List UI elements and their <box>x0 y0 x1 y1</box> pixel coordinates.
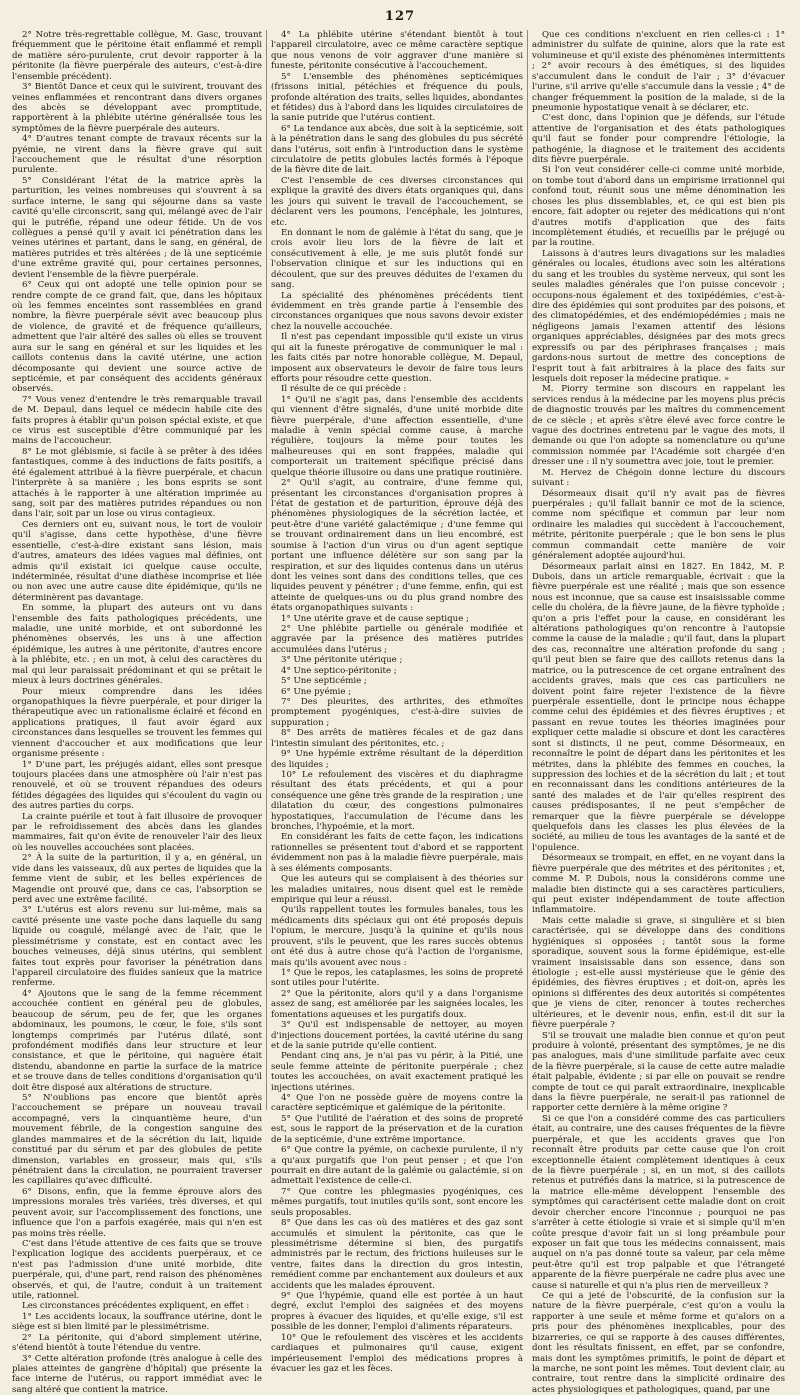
paragraph: 2° La péritonite, qui d'abord simplement utérine, s'étend bientôt à toute l'étendue du ventre. <box>12 1332 262 1354</box>
paragraph: Il n'est pas cependant impossible qu'il existe un virus qui ait la funeste prérogative de communiquer le mal : les faits cités par notre honorable collègue, M. Depaul, imposent aux observateurs le devoir de faire tous leurs efforts pour résoudre cette question. <box>271 332 523 384</box>
paragraph: 7° Que contre les phlegmasies pyogéniques, ces mêmes purgatifs, tout inutiles qu'ils sont, sont encore les seuls proposables. <box>271 1186 523 1218</box>
paragraph: Les circonstances précédentes expliquent, en effet : <box>22 1301 250 1312</box>
paragraph: La crainte puérile et tout à fait illusoire de provoquer par le refroidissement des abcès dans les glandes mammaires, fait qu'on évite de renouveler l'air des lieux où les nouvelles accouchées sont placées. <box>12 811 262 853</box>
paragraph: Désormeaux parlait ainsi en 1827. En 1842, M. P. Dubois, dans un article remarquable, écrivait : que la fièvre puerpérale est une réalité ; mais que son essence nous est inconnue, que sa cause est insaisissable comme celle du choléra, de la fièvre jaune, de la fièvre typhoïde ; qu'on a pris l'effet pour la cause, en considérant les altérations pathologiques qu'on rencontre à l'autopsie comme la cause de la maladie ; qu'il faut, dans la plupart des cas, reconnaître une altération profonde du sang ; qu'il peut bien se faire que des caillots retenus dans la matrice, ou la putrescence de cet organe entraînent des accidents graves, mais que ces cas particuliers ne doivent point faire rejeter l'existence de la fièvre puerpérale essentielle, dont le principe nous échappe comme celui des épidémies et des fièvres éruptives ; et passant en revue toutes les théories imaginées pour expliquer cette maladie si obscure et dont les caractères sont si distincts, il ne peut, comme Désormeaux, en reconnaître le point de départ dans les péritonites et les métrites, dans la phlébite des femmes en couches, la suppression des lochies et de la sécrétion du lait ; et tout en reconnaissant dans les conditions antérieures de la santé des malades et de l'air qu'elles respirent des causes prédisposantes, il ne peut s'empêcher de remarquer que la fièvre puerpérale se développe quelquefois dans les classes les plus élevées de la société, au milieu de tous les avantages de la santé et de l'opulence. <box>532 561 785 853</box>
paragraph: 3° Une péritonite utérique ; <box>281 655 403 666</box>
paragraph: Que ces conditions n'excluent en rien celles-ci : 1° administrer du sulfate de quinine, alors que la rate est volumineuse et qu'il existe des phénomènes intermittents ; 2° avoir recours à des émétiques, si des liquides s'accumulent dans le conduit de l'air ; 3° d'évacuer l'urine, s'il arrive qu'elle s'accumule dans la vessie ; 4° de changer fréquemment la position de la malade, si de la pneumonie hypostatique venait à se déclarer, etc. <box>532 30 785 113</box>
paragraph: Désormeaux se trompait, en effet, en ne voyant dans la fièvre puerpérale que des métrites et des péritonites ; et, comme M. P. Dubois, nous la considérons comme une maladie bien distincte qui a ses caractères particuliers, qui peut exister indépendamment de toute affection inflammatoire. <box>532 853 785 916</box>
paragraph: 5° Considérant l'état de la matrice après la parturition, les veines nombreuses qui s'ouvrent à sa surface interne, le sang qui séjourne dans sa vaste cavité qu'elle circonscrit, sang qui, mélangé avec de l'air qui le putréfie, répand une odeur fétide. Un de vos collègues a pensé qu'il y avait ici pénétration dans les veines utérines et partant, dans le sang, en général, de matières putrides et très altérées ; de là une septicémie d'une extrême gravité qui, pour certaines personnes, devient l'ensemble de la fièvre puerpérale. <box>12 175 262 280</box>
paragraph: 4° La phlébite utérine s'étendant bientôt à tout l'appareil circulatoire, avec ce même caractère septique que nous venons de voir aggraver d'une manière si funeste, péritonite consécutive à l'accouchement. <box>271 30 523 72</box>
paragraph: 5° L'ensemble des phénomènes septicémiques (frissons initial, pétéchies et fréquence du pouls, profonde altération des traits, selles liquides, abondantes et fétides) dus à l'abord dans les liquides circulatoires de la sanie putride que l'utérus contient. <box>271 71 523 124</box>
paragraph: Laissons à d'autres leurs divagations sur les maladies générales ou locales, étudions avec soin les altérations du sang et les troubles du système nerveux, qui sont les seules maladies générales que l'on puisse concevoir ; occupons-nous également et des toxipédémies, c'est-à-dire des épidémies qui sont produites par des poisons, et des climatopédémies, et des endémiopédémies ; mais ne négligeons jamais l'examen attentif des lésions organiques appréciables, désignées par des mots grecs expressifs ou par des périphrases françaises ; mais gardons-nous surtout de mettre des conceptions de l'esprit tout à fait arbitraires à la place des faits sur lesquels doit reposer la médecine pratique. » <box>532 248 785 384</box>
paragraph: 2° Notre très-regrettable collègue, M. Gasc, trouvant fréquemment que le péritoine était enflammé et rempli de matière séro-purulente, crut devoir rapporter à la péritonite (la fièvre puerpérale des auteurs, c'est-à-dire l'ensemble précédent). <box>12 30 262 82</box>
paragraph: 3° Bientôt Dance et ceux qui le suivirent, trouvant des veines enflammées et rencontrant dans divers organes des abcès se développant avec promptitude, rapportèrent à la phlébite utérine généralisée tous les symptômes de la fièvre puerpérale des auteurs. <box>12 82 262 134</box>
paragraph: 4° Ajoutons que le sang de la femme récemment accouchée contient en général peu de globules, beaucoup de sérum, peu de fer, que les organes abdominaux, les poumons, le cœur, le foie, s'ils sont longtemps comprimés par l'utérus dilaté, sont profondément modifiés dans leur structure et leur consistance, et que le péritoine, qui naguère était distendu, abandonne en partie la surface de la matrice et se trouve dans de telles conditions d'organisation qu'il doit être disposé aux altérations de structure. <box>12 988 262 1093</box>
paragraph: C'est donc, dans l'opinion que je défends, sur l'étude attentive de l'organisation et des états pathologiques qu'il faut se fonder pour comprendre l'étiologie, la pathogénie, la diagnose et le traitement des accidents dits fièvre puerpérale. <box>532 113 785 166</box>
paragraph: Si ce que l'on a considéré comme des cas particuliers était, au contraire, une des causes fréquentes de la fièvre puerpérale, et que les accidents graves que l'on reconnaît être produits par cette cause que l'on croit exceptionnelle étaient complètement identiques à ceux de la fièvre puerpérale ; si, en un mot, si des caillots retenus et putréfiés dans la matrice, si la putrescence de la matrice elle-même développent l'ensemble des symptômes qui caractérisent cette maladie dont on croit devoir chercher encore l'inconnue ; pourquoi ne pas s'arrêter à cette étiologie si vraie et si simple qu'il m'en coûte presque d'avoir fait un si long préambule pour exposer un fait que tous les médecins connaissent, mais auquel on n'a pas donné toute sa valeur, par cela même peut-être qu'il est trop palpable et que l'étrangeté apparente de la fièvre puerpérale ne cadre plus avec une cause si naturelle et qui n'a plus rien de merveilleux ? <box>532 1113 785 1291</box>
paragraph: 9° Que l'hypémie, quand elle est portée à un haut degré, exclut l'emploi des saignées et des moyens propres à évacuer des liquides, et qu'elle exige, s'il est possible de les donner, l'emploi d'aliments réparateurs. <box>271 1291 523 1333</box>
paragraph: 8° Le mot glébismie, si facile à se prêter à des idées fantastiques, comme à des inductions de faits positifs, a été également attribué à la fièvre puerpérale, et chacun l'interprète à sa manière ; les bons esprits se sont attachés à le rapporter à une altération imprimée au sang, soit par des matières putrides répandues ou non dans l'air, soit par un lose ou virus contagieux. <box>12 446 262 520</box>
paragraph: 7° Vous venez d'entendre le très remarquable travail de M. Depaul, dans lequel ce médecin habile cite des faits propres à établir qu'un poison spécial existe, et que ce virus est susceptible d'être communiqué par les mains de l'accoucheur. <box>12 394 262 447</box>
paragraph: En considérant les faits de cette façon, les indications rationnelles se présentent tout d'abord et se rapportent évidemment non pas à la maladie fièvre puerpérale, mais à ses éléments composants. <box>271 832 523 874</box>
column-left <box>12 30 262 1395</box>
paragraph: 2° Que la péritonite, alors qu'il y a dans l'organisme assez de sang, est améliorée par les saignées locales, les fomentations aqueuses et les purgatifs doux. <box>271 988 523 1020</box>
paragraph: 9° Une hypémie extrême résultant de la déperdition des liquides ; <box>271 749 523 770</box>
paragraph: C'est l'ensemble de ces diverses circonstances qui explique la gravité des divers états organiques qui, dans les jours qui suivent le travail de l'accouchement, se déclarent vers les poumons, l'encéphale, les jointures, etc. <box>271 175 523 228</box>
paragraph: 10° Que le refoulement des viscères et les accidents cardiaques et pulmonaires qu'il cause, exigent impérieusement l'emploi des médications propres à évacuer les gaz et les fèces. <box>271 1332 523 1374</box>
paragraph: 8° Que dans les cas où des matières et des gaz sont accumulés et simulent la péritonite, cas que le plessimétrisme détermine si bien, des purgatifs administrés par le rectum, des frictions huileuses sur le ventre, faites dans la direction du gros intestin, remédient comme par enchantement aux douleurs et aux accidents que les malades éprouvent. <box>271 1218 523 1291</box>
paragraph: M. Hervez de Chégoin donne lecture du discours suivant : <box>532 467 785 489</box>
paragraph: 1° Que le repos, les cataplasmes, les soins de propreté sont utiles pour l'utérite. <box>271 967 523 989</box>
paragraph: 6° Une pyémie ; <box>281 686 352 697</box>
paragraph: La spécialité des phénomènes précédents tient évidemment en très grande partie à l'ensemble des circonstances organiques que nous savons devoir exister chez la nouvelle accouchée. <box>271 290 523 332</box>
paragraph: Désormeaux disait qu'il n'y avait pas de fièvres puerpérales ; qu'il fallait bannir ce mot de la science, comme nom spécifique et commun par leur nom ordinaire les maladies qui succèdent à l'accouchement, métrite, péritonite puerpérale ; que le bon sens le plus commun commandait cette manière de voir généralement adoptée aujourd'hui. <box>532 488 785 562</box>
paragraph: Ce qui a jeté de l'obscurité, de la confusion sur la nature de la fièvre puerpérale, c'est qu'on a voulu la rapporter à une seule et même forme et qu'alors on a pris pour des phénomènes inexplicables, pour des bizarreries, ce qui se rapporte à des causes différentes, dont les résultats finissent, en effet, par se confondre, mais dont les symptômes primitifs, le point de départ et la marche, ne sont point les mêmes. Tout devient clair, au contraire, tout rentre dans la simplicité ordinaire des actes physiologiques et pathologiques, quand, par une <box>532 1291 785 1395</box>
paragraph: M. Piorry termine son discours en rappelant les services rendus à la médecine par les moyens plus précis de diagnostic trouvés par les maîtres du commencement de ce siècle ; et après s'être élevé avec force contre le vague des doctrines entretenu par le vague des mots, il demande ou que l'on adopte sa nomenclature ou qu'une commission nommée par l'Académie soit chargée d'en dresser une : il n'y soumettra avec joie, tout le premier. <box>532 384 785 468</box>
paragraph: Ces derniers ont eu, suivant nous, le tort de vouloir qu'il s'agisse, dans cette hypothèse, d'une fièvre essentielle, c'est-à-dire existant sans lésion, mais d'autres, amateurs des idées vagues mal définies, ont admis qu'il existait ici quelque cause occulte, indéterminée, résultat d'une diathèse incomprise et liée ou non avec une autre cause dite épidémique, qu'ils ne déterminèrent pas davantage. <box>12 519 262 603</box>
paragraph: En donnant le nom de galémie à l'état du sang, que je crois avoir lieu lors de la fièvre de lait et consécutivement à elle, je me suis plutôt fondé sur l'observation clinique et sur les inductions qui en découlent, que sur des preuves déduites de l'examen du sang. <box>271 228 523 291</box>
paragraph: 3° Qu'il est indispensable de nettoyer, au moyen d'injections doucement portées, la cavité utérine du sang et de la sanie putride qu'elle contient. <box>271 1020 523 1051</box>
paragraph: 2° Une phlébite partielle ou générale modifiée et aggravée par la présence des matières putrides accumulées dans l'utérus ; <box>271 624 523 655</box>
paragraph: Que les auteurs qui se complaisent à des théories sur les maladies unitaires, nous disent quel est le remède empirique qui leur a réussi. <box>271 874 523 906</box>
page-number: 127 <box>384 9 416 24</box>
paragraph: Pendant cinq ans, je n'ai pas vu périr, à la Pitié, une seule femme atteinte de péritonite puerpérale ; chez toutes les accouchées, on avait exactement pratiqué les injections utérines. <box>271 1051 523 1093</box>
paragraph: 3° Cette altération profonde (très analogue à celle des plaies atteintes de gangrène d'hôpital) que présente la face interne de l'utérus, ou rapport immédiat avec le sang altéré que contient la matrice. <box>12 1353 262 1395</box>
paragraph: 6° Que contre la pyémie, on cachexie purulente, il n'y a qu'aux purgatifs que l'on peut penser ; et que l'on pourrait en dire autant de la galémie ou galactémie, si on admettait l'existence de celle-ci. <box>271 1145 523 1187</box>
paragraph: 2° Qu'il s'agit, au contraire, d'une femme qui, présentant les circonstances d'organisation propres à l'état de gestation et de parturition, éprouve déjà des phénomènes physiologiques de la sécrétion lactée, et peut-être d'une variété galactémique ; d'une femme qui se trouvant ordinairement dans un lieu encombré, est soumise à l'action d'un virus ou d'un agent septique portant une influence délétère sur son sang par la respiration, et sur des liquides contenus dans un utérus dont les veines sont dans des conditions telles, que ces liquides peuvent y pénétrer ; d'une femme, enfin, qui est atteinte de quelques-uns ou du plus grand nombre des états organopathiques suivants : <box>271 478 523 614</box>
paragraph: 6° Disons, enfin, que la femme éprouve alors des impressions morales très variées, très diverses, et qui peuvent avoir, sur l'accomplissement des fonctions, une influence que l'on a parfois exagérée, mais qui n'en est pas moins très réelle. <box>12 1186 262 1239</box>
paragraph: 10° Le refoulement des viscères et du diaphragme résultant des états précédents, et qui a pour conséquence une gêne très grande de la respiration ; une dilatation du cœur, des congestions pulmonaires hypostatiques, l'accumulation de l'écume dans les bronches, l'hypoémie, et la mort. <box>271 769 523 833</box>
paragraph: 4° Que l'on ne possède guère de moyens contre la caractère septicémique et galémique de la péritonite. <box>271 1093 523 1114</box>
paragraph: 4° D'autres tenant compte de travaux récents sur la pyémie, ne virent dans la fièvre grave qui suit l'accouchement que le résultat d'une résorption purulente. <box>12 134 262 176</box>
paragraph: 5° Que l'utilité de l'aération et des soins de propreté est, sous le rapport de la préservation et de la curation de la septicémie, d'une extrême importance. <box>271 1113 523 1145</box>
column-middle <box>271 30 523 1374</box>
paragraph: 1° Une utérite grave et de cause septique ; <box>281 613 469 624</box>
paragraph: 1° Les accidents locaux, la souffrance utérine, dont le siège est si bien limité par le plessimétrisme. <box>12 1311 262 1333</box>
paragraph: 1° Qu'il ne s'agit pas, dans l'ensemble des accidents qui viennent d'être signalés, d'une unité morbide dite fièvre puerpérale, d'une affection essentielle, d'une maladie à venin spécial comme cause, à marche régulière, toujours la même pour toutes les malheureuses qui en sont frappées, maladie qui comporterait un traitement spécifique précisé dans quelque théorie illusoire ou dans une pratique routinière. <box>271 394 523 478</box>
text-columns <box>0 30 800 1395</box>
paragraph: 2° À la suite de la parturition, il y a, en général, un vide dans les vaisseaux, dû aux pertes de liquides que la femme vient de subir, et les belles expériences de Magendie ont prouvé que, dans ce cas, l'absorption se perd avec une extrême facilité. <box>12 853 262 906</box>
paragraph: 5° N'oublions pas encore que bientôt après l'accouchement se prépare un nouveau travail accompagné, vers la cinquantième heure, d'un mouvement fébrile, de la congestion sanguine des glandes mammaires et de la sécrétion du lait, liquide constitué par du sérum et par des globules de petite dimension, variables en grosseur, mais qui, s'ils pénétraient dans la circulation, ne pourraient traverser les capillaires qu'avec difficulté. <box>12 1093 262 1187</box>
paragraph: Si l'on veut considérer celle-ci comme unité morbide, on tombe tout d'abord dans un empirisme irrationnel qui confond tout, réunit sous une même dénomination les choses les plus dissemblables, et, ce qui est bien pis encore, fait adopter ou rejeter des médications qui n'ont d'autres motifs d'application que des faits incomplètement étudiés, et recueillis par le préjugé ou par la routine. <box>532 165 785 249</box>
paragraph: 3° L'utérus est alors revenu sur lui-même, mais sa cavité présente une vaste poche dans laquelle du sang liquide ou coagulé, mélangé avec de l'air, que le plessimétrisme y constate, est en contact avec les bouches veineuses, déjà sinus utérins, qui semblent faites tout exprès pour favoriser la pénétration dans l'appareil circulatoire des fluides sanieux que la matrice renferme. <box>12 905 262 989</box>
paragraph: Pour mieux comprendre dans les idées organopathiques la fièvre puerpérale, et pour diriger la thérapeutique avec un rationalisme éclairé et fécond en applications pratiques, il faut avoir égard aux circonstances dans lesquelles se trouvent les femmes qui viennent d'accoucher et aux modifications que leur organisme présente : <box>12 686 262 760</box>
paragraph: Qu'ils rappellent toutes les formules banales, tous les médicaments dits spéciaux qui ont été proposés depuis l'opium, le mercure, jusqu'à la quinine et qu'ils nous prouvent, s'ils le peuvent, que les rares succès obtenus ont été dus à autre chose qu'à l'action de l'organisme, mais qu'ils avouent avec nous : <box>271 905 523 968</box>
paragraph: C'est dans l'étude attentive de ces faits que se trouve l'explication logique des accidents puerpéraux, et ce n'est pas l'admission d'une unité morbide, dite puerpérale, qui, d'une part, rend raison des phénomènes observés, et qui, de l'autre, conduit à un traitement utile, rationnel. <box>12 1238 262 1302</box>
paragraph: Il résulte de ce qui précède : <box>281 384 407 395</box>
paragraph: 1° D'une part, les préjugés aidant, elles sont presque toujours placées dans une atmosphère où l'air n'est pas renouvelé, et où se trouvent répandues des odeurs fétides dégagées des liquides qui s'écoulent du vagin ou des autres parties du corps. <box>12 759 262 812</box>
paragraph: 7° Des pleurites, des arthrites, des ethmoïtes promptement pyogéniques, c'est-à-dire suivies de suppuration ; <box>271 697 523 728</box>
paragraph: 4° Une septico-péritonite ; <box>281 665 397 676</box>
paragraph: En somme, la plupart des auteurs ont vu dans l'ensemble des faits pathologiques précédents, une maladie, une unité morbide, et ont subordonné les phénomènes observés, les uns à une affection épidémique, les autres à une péritonite, d'autres encore à la phlébite, etc. ; en un mot, à celui des caractères du mal qui leur paraissait prédominant et qui se prêtait le mieux à leurs doctrines générales. <box>12 603 262 687</box>
paragraph: 6° La tendance aux abcès, due soit à la septicémie, soit à la pénétration dans le sang des globules du pus sécrété dans l'utérus, soit enfin à l'introduction dans le système circulatoire de petits globules lactés formés à l'époque de la fièvre dite de lait. <box>271 123 523 176</box>
paragraph: S'il se trouvait une maladie bien connue et qu'on peut produire à volonté, présentant des symptômes, je ne dis pas analogues, mais d'une similitude parfaite avec ceux de la fièvre puerpérale, si la cause de cette autre maladie était palpable, évidente ; si par elle on pouvait se rendre compte de tout ce qui paraît extraordinaire, inexplicable dans la fièvre puerpérale, ne serait-il pas rationnel de rapporter cette dernière à la même origine ? <box>532 1030 785 1114</box>
paragraph: 5° Une septicémie ; <box>281 676 367 687</box>
paragraph: 6° Ceux qui ont adopté une telle opinion pour se rendre compte de ce grand fait, que, dans les hôpitaux où les femmes enceintes sont rassemblées en grand nombre, la fièvre puerpérale sévit avec beaucoup plus de violence, de gravité et de fréquence qu'ailleurs, admettent que l'air altéré des salles où elles se trouvent aura sur le sang en général et sur les liquides et les caillots contenus dans la cavité utérine, une action décomposante qui devient une source active de septicémie, et par conséquent des accidents généraux observés. <box>12 280 262 395</box>
paragraph: 8° Des arrêts de matières fécales et de gaz dans l'intestin simulant des péritonites, etc. ; <box>271 728 523 749</box>
paragraph: Mais cette maladie si grave, si singulière et si bien caractérisée, qui se développe dans des conditions hygiéniques si opposées ; tantôt sous la forme sporadique, souvent sous la forme épidémique, est-elle vraiment insaisissable dans son essence, dans son étiologie ; est-elle aussi mystérieuse que le génie des épidémies, des fièvres éruptives ; et doit-on, après les opinions si différentes des deux autorités si compétentes que je viens de citer, renoncer à toutes recherches ultérieures, et le devenir nous, enfin, est-il dit sur la fièvre puerpérale ? <box>532 915 785 1031</box>
column-right <box>532 30 785 1395</box>
